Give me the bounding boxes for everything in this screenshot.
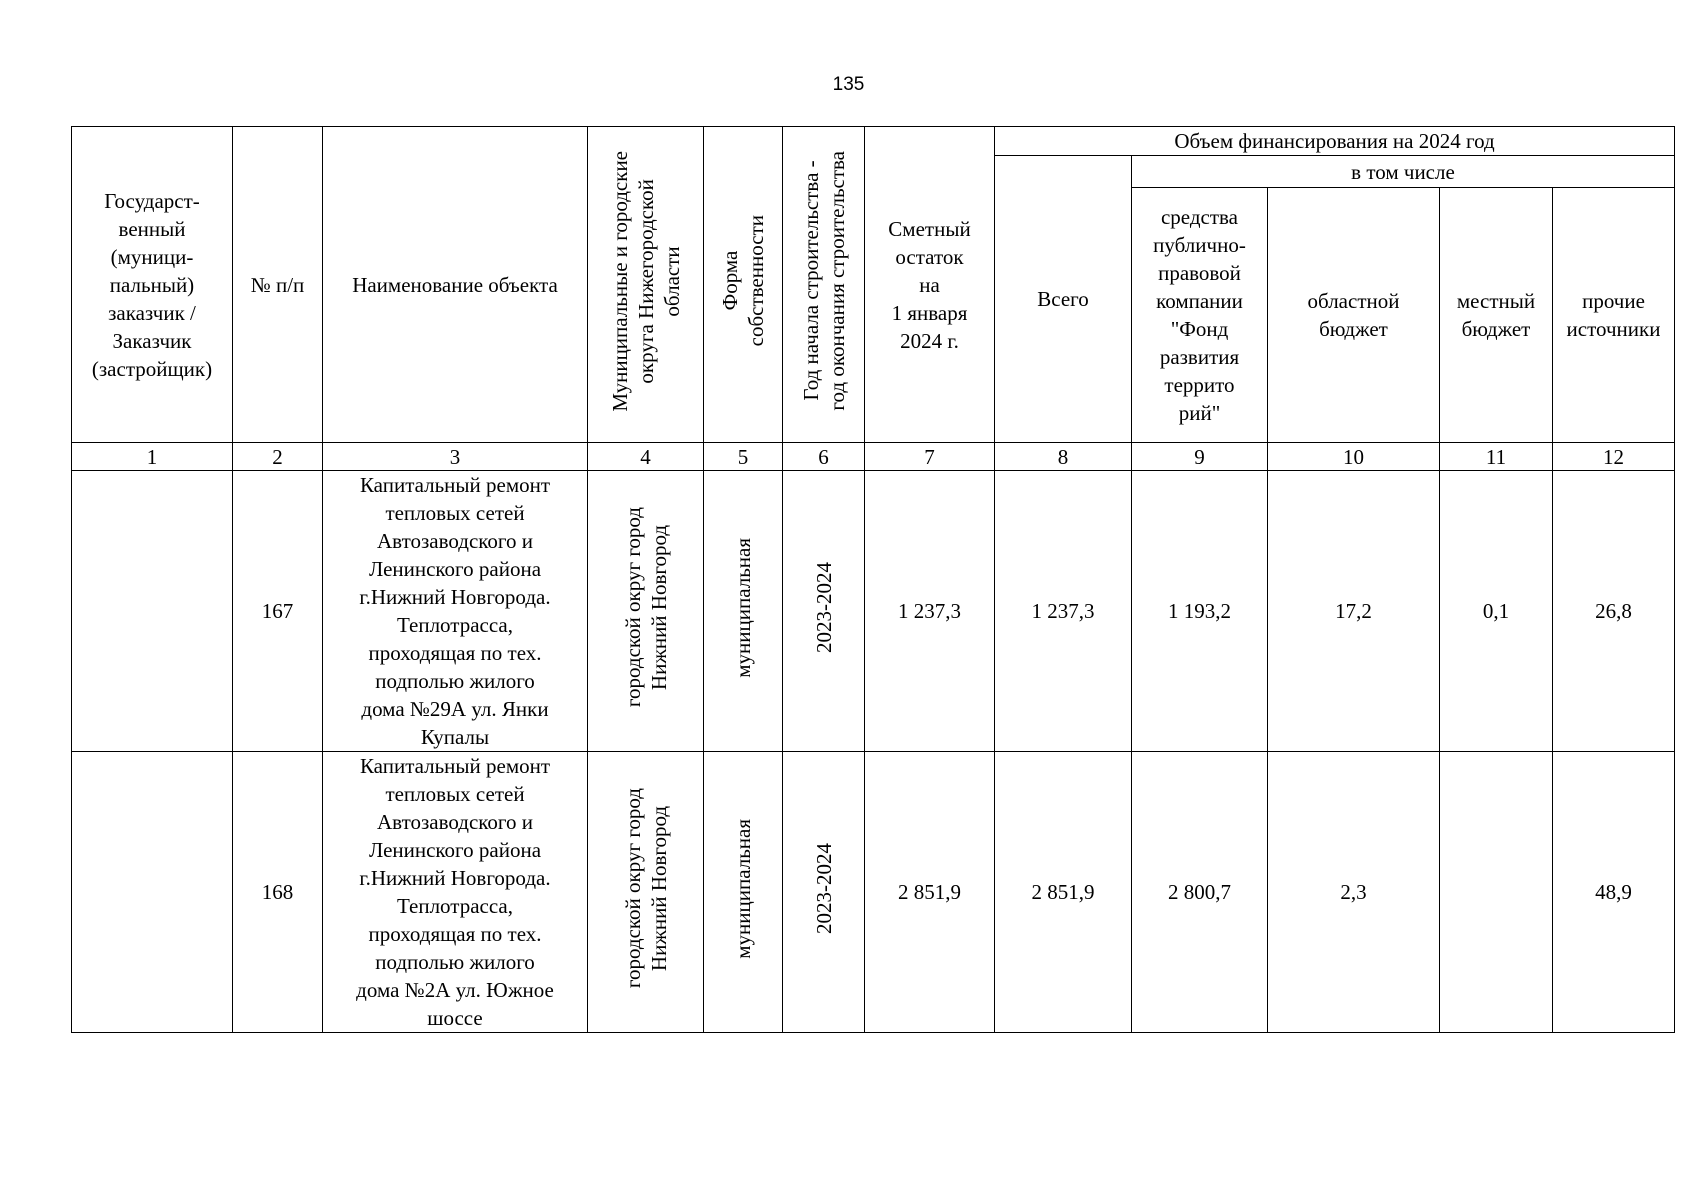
column-number: 2 [233, 443, 323, 471]
header-years [783, 127, 865, 443]
header-financing: Объем финансирования на 2024 год [995, 127, 1675, 156]
header-object-name: Наименование объекта [323, 127, 588, 443]
table-row [72, 752, 1675, 1033]
column-number: 5 [704, 443, 783, 471]
header-total: Всего [995, 156, 1132, 443]
row-customer [72, 471, 233, 752]
row-years [783, 471, 865, 752]
row-total: 1 237,3 [995, 471, 1132, 752]
row-other: 26,8 [1553, 471, 1675, 752]
row-local: 0,1 [1440, 471, 1553, 752]
row-regional: 2,3 [1268, 752, 1440, 1033]
row-fund: 1 193,2 [1132, 471, 1268, 752]
row-object-name: Капитальный ремонт тепловых сетей Автозаводского и Ленинского района г.Нижний Новгорода. Теплотрасса, проходящая по тех. подполью жилого дома №2А ул. Южное шоссе [323, 752, 588, 1033]
row-other: 48,9 [1553, 752, 1675, 1033]
row-estimate: 1 237,3 [865, 471, 995, 752]
header-regional: областной бюджет [1268, 188, 1440, 443]
header-number: № п/п [233, 127, 323, 443]
row-ownership-text: муниципальная [731, 818, 755, 959]
financing-table [71, 126, 1675, 1033]
column-number: 11 [1440, 443, 1553, 471]
row-estimate: 2 851,9 [865, 752, 995, 1033]
column-number: 7 [865, 443, 995, 471]
row-ownership [704, 752, 783, 1033]
row-number: 167 [233, 471, 323, 752]
row-municipality-text: городской округ город Нижний Новгород [620, 788, 671, 989]
header-other: прочие источники [1553, 188, 1675, 443]
header-fund: средства публично- правовой компании "Фонд развития террито рий" [1132, 188, 1268, 443]
column-number: 9 [1132, 443, 1268, 471]
header-years-text: Год начала строительства - год окончания строительства [798, 151, 849, 411]
header-estimate: Сметный остаток на 1 января 2024 г. [865, 127, 995, 443]
row-fund: 2 800,7 [1132, 752, 1268, 1033]
header-local: местный бюджет [1440, 188, 1553, 443]
column-number: 1 [72, 443, 233, 471]
column-number-row [72, 443, 1675, 471]
row-total: 2 851,9 [995, 752, 1132, 1033]
header-including: в том числе [1132, 156, 1675, 188]
column-number: 12 [1553, 443, 1675, 471]
row-municipality-text: городской округ город Нижний Новгород [620, 507, 671, 708]
header-ownership [704, 127, 783, 443]
row-customer [72, 752, 233, 1033]
row-municipality [588, 471, 704, 752]
row-ownership [704, 471, 783, 752]
header-ownership-text: Форма собственности [718, 215, 768, 347]
row-years [783, 752, 865, 1033]
table-row [72, 471, 1675, 752]
row-municipality [588, 752, 704, 1033]
column-number: 6 [783, 443, 865, 471]
column-number: 10 [1268, 443, 1440, 471]
row-ownership-text: муниципальная [731, 537, 755, 678]
column-number: 8 [995, 443, 1132, 471]
header-customer: Государст- венный (муници- пальный) заказчик / Заказчик (застройщик) [72, 127, 233, 443]
row-object-name: Капитальный ремонт тепловых сетей Автозаводского и Ленинского района г.Нижний Новгорода. Теплотрасса, проходящая по тех. подполью жилого дома №29А ул. Янки Купалы [323, 471, 588, 752]
page-number: 135 [832, 74, 865, 95]
column-number: 3 [323, 443, 588, 471]
row-years-text: 2023-2024 [811, 843, 836, 934]
row-regional: 17,2 [1268, 471, 1440, 752]
row-years-text: 2023-2024 [811, 562, 836, 653]
header-municipality [588, 127, 704, 443]
row-number: 168 [233, 752, 323, 1033]
header-municipality-text: Муниципальные и городские округа Нижегородской области [607, 150, 684, 412]
header-row [72, 127, 1675, 156]
column-number: 4 [588, 443, 704, 471]
row-local [1440, 752, 1553, 1033]
